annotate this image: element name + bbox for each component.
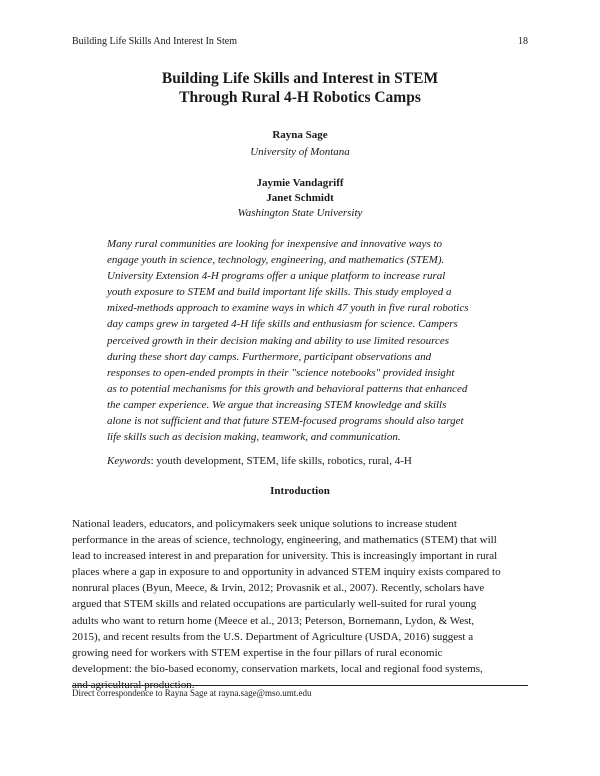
title-line-1: Building Life Skills and Interest in STEM <box>161 70 439 87</box>
abstract-line: University Extension 4-H programs offer a unique platform to increase rural <box>107 270 446 283</box>
paragraph-line: and agricultural production. <box>72 678 195 691</box>
keywords <box>107 454 412 468</box>
paragraph-line: National leaders, educators, and policymakers seek unique solutions to increase student <box>72 518 457 530</box>
paragraph-line: performance in the areas of science, technology, engineering, and mathematics (STEM) that will <box>72 534 497 547</box>
paragraph-line: places where a gap in exposure to and opportunity in advanced STEM inquiry exists compared to <box>72 566 501 579</box>
author-name: Janet Schmidt <box>266 192 334 204</box>
abstract-line: day camps grew in targeted 4-H life skills and enthusiasm for science. Campers <box>107 318 458 331</box>
footnote: Direct correspondence to Rayna Sage at rayna.sage@mso.umt.edu <box>72 688 312 698</box>
abstract-line: engage youth in science, technology, engineering, and mathematics (STEM). <box>107 254 445 267</box>
abstract-line: perceived growth in their decision making and ability to use limited resources <box>107 334 450 347</box>
author-affiliation: University of Montana <box>250 146 350 158</box>
abstract-line: mixed-methods approach to examine ways in which 47 youth in five rural robotics <box>107 302 469 315</box>
paragraph-line: growing need for workers with STEM expertise in the four pillars of rural economic <box>72 646 443 659</box>
abstract-line: Many rural communities are looking for inexpensive and innovative ways to <box>107 238 443 250</box>
paragraph-line: development: the bio-based economy, conservation markets, local and regional food systems, <box>72 662 483 675</box>
abstract-line: life skills such as decision making, teamwork, and communication. <box>107 431 401 444</box>
title-line-2: Through Rural 4-H Robotics Camps <box>179 89 421 106</box>
keywords-text: : youth development, STEM, life skills, robotics, rural, 4-H <box>150 455 412 467</box>
abstract <box>107 236 527 445</box>
paragraph-line: argued that STEM skills and related occupations are particularly well-suited for rural young <box>72 598 477 611</box>
page-number: 18 <box>518 36 528 47</box>
paragraph-line: 2015), and recent results from the U.S. Department of Agriculture (USDA, 2016) suggest a <box>72 630 474 643</box>
abstract-line: alone is not sufficient and that future STEM-focused programs should also target <box>107 415 464 428</box>
paragraph-line: lead to increased interest in and preparation for university. This is increasingly important in rural <box>72 550 498 563</box>
author-name: Jaymie Vandagriff <box>256 177 344 189</box>
abstract-line: as to potential mechanisms for this growth and behavioral patterns that enhanced <box>107 382 468 395</box>
author-name: Rayna Sage <box>272 129 328 141</box>
paper-title <box>0 69 600 107</box>
abstract-line: the camper experience. We argue that increasing STEM knowledge and skills <box>107 398 447 411</box>
abstract-line: responses to open-ended prompts in their "science notebooks" provided insight <box>107 366 455 379</box>
paragraph-line: adults who want to return home (Meece et al., 2013; Peterson, Bornemann, Lydon, & West, <box>72 614 475 627</box>
section-heading: Introduction <box>270 485 330 497</box>
author-affiliation: Washington State University <box>237 207 363 219</box>
abstract-line: during these short day camps. Furthermore, participant observations and <box>107 350 432 363</box>
abstract-line: youth exposure to STEM and build important life skills. This study employed a <box>107 286 452 299</box>
paragraph-line: nonrural places (Byun, Meece, & Irvin, 2012; Provasnik et al., 2007). Recently, scholars have <box>72 582 485 595</box>
footnote-divider <box>72 685 528 686</box>
running-head: Building Life Skills And Interest In Stem <box>72 36 237 47</box>
intro-paragraph <box>72 516 532 693</box>
keywords-label: Keywords <box>107 455 151 467</box>
